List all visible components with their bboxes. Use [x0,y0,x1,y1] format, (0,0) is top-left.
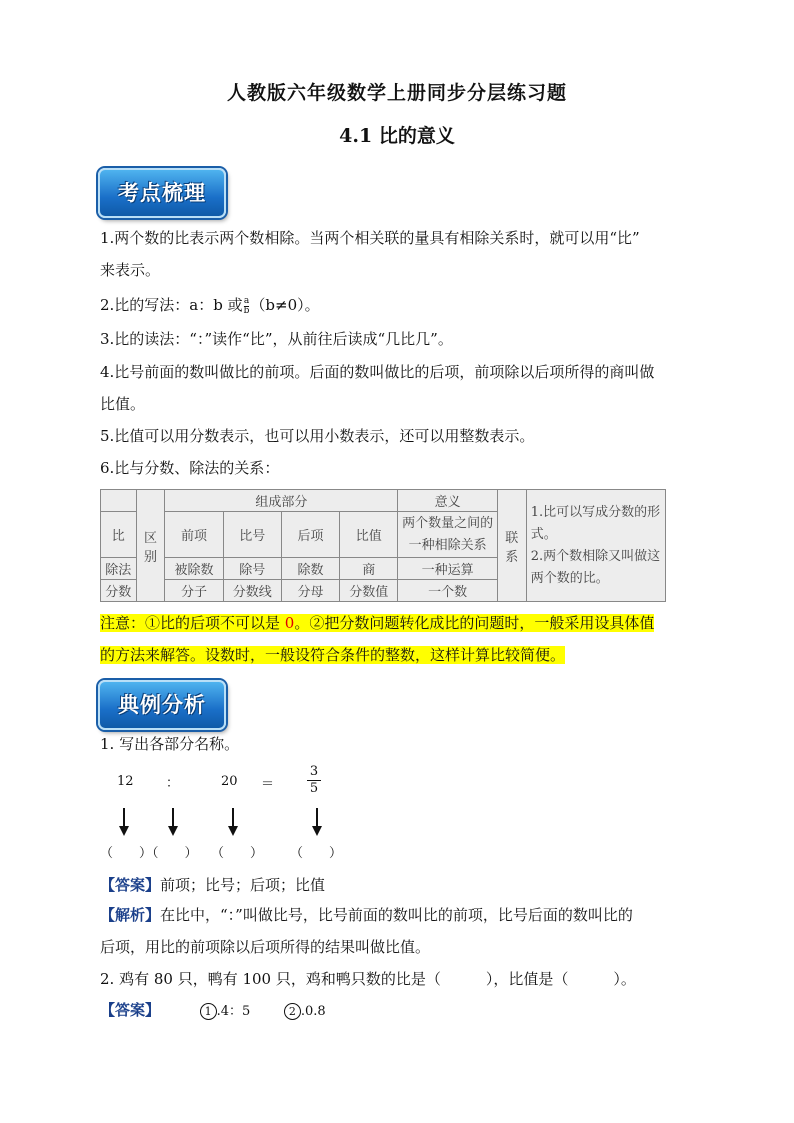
table-col-header: 比号 [223,512,281,558]
answer-blank-4[interactable]: （ ） [290,846,343,861]
table-row-label-division: 除法 [101,558,137,580]
relation-table-container [100,489,666,602]
table-cell: 分数值 [340,580,398,602]
table-cell: 分数线 [223,580,281,602]
point-6: 6.比与分数、除法的关系： [100,459,280,477]
answer-tag: 【答案】 [100,876,161,894]
arrow-head-1 [119,826,129,836]
point-2-text: 2.比的写法：a：b 或 [100,296,243,314]
expr-colon: ： [166,776,180,791]
arrow-head-2 [168,826,178,836]
arrow-shaft-1 [123,808,125,828]
point-3: 3.比的读法：“：”读作“比”，从前往后读成“几比几”。 [100,330,453,348]
point-5: 5.比值可以用分数表示，也可以用小数表示，还可以用整数表示。 [100,427,535,445]
note-line-1 [100,607,700,639]
answer-1 [100,869,700,901]
table-meaning-division: 一种运算 [398,558,498,580]
table-compose-header: 组成部分 [165,490,398,512]
note-line-2 [100,639,700,671]
expr-fraction-den: 5 [309,781,319,796]
point-2-suffix: （b≠0）。 [250,296,320,314]
point-1-line-1: 1.两个数的比表示两个数相除。当两个相关联的量具有相除关系时，就可以用“比” [100,229,640,247]
table-meaning-fraction: 一个数 [398,580,498,602]
arrow-head-3 [228,826,238,836]
link-char-2: 系 [505,549,519,565]
table-cell: 除数 [281,558,339,580]
table-row-label-fraction: 分数 [101,580,137,602]
table-cell: 被除数 [165,558,223,580]
answer-2-circle-2: 2 [284,1003,301,1020]
expr-fraction [307,764,321,797]
document-subtitle: 4.1 比的意义 [339,125,455,147]
fraction-denominator: b [243,305,250,316]
link-char-1: 联 [505,530,519,546]
answer-2-tag: 【答案】 [100,1001,161,1019]
point-4 [100,356,700,420]
expr-antecedent: 12 [117,774,134,789]
explanation-1-line-1 [100,899,700,931]
answer-2-value-2: .0.8 [300,1004,326,1019]
note-block [100,607,700,671]
point-1 [100,222,700,286]
answer-2-circle-1: 1 [200,1003,217,1020]
explanation-1 [100,899,700,963]
fraction-numerator: a [243,295,250,306]
table-note-2: 2.两个数相除又叫做这两个数的比。 [530,548,661,586]
expr-fraction-num: 3 [307,764,321,781]
point-4-line-2: 比值。 [100,395,146,413]
expr-consequent: 20 [221,774,238,789]
explanation-1-text: 在比中，“：”叫做比号，比号前面的数叫比的前项，比号后面的数叫比的 [160,906,633,924]
table-cell: 分母 [281,580,339,602]
note-line-1-rest: 。②把分数问题转化成比的问题时，一般采用设具体值 [294,614,655,632]
table-meaning-header: 意义 [398,490,498,512]
note-line-2-text: 的方法来解答。设数时，一般设符合条件的整数，这样计算比较简便。 [100,646,566,664]
section-badge-key-points: 考点梳理 [98,168,226,218]
explanation-1-line-2: 后项，用比的前项除以后项所得的结果叫做比值。 [100,938,431,956]
table-col-header: 后项 [281,512,339,558]
answer-1-text: 前项；比号；后项；比值 [160,876,326,894]
document-title: 人教版六年级数学上册同步分层练习题 [226,82,567,104]
note-zero: 0 [284,614,295,632]
fraction-a-over-b [244,297,250,316]
expr-equals: ＝ [261,777,275,792]
note-line-1-text: 注意：①比的后项不可以是 [100,614,285,632]
table-empty-cell [101,490,137,512]
point-4-line-1: 4.比号前面的数叫做比的前项。后面的数叫做比的后项，前项除以后项所得的商叫做 [100,363,655,381]
table-meaning-ratio: 两个数量之间的一种相除关系 [398,512,498,558]
table-cell: 商 [340,558,398,580]
arrow-head-4 [312,826,322,836]
answer-blank-3[interactable]: （ ） [211,846,264,861]
arrow-shaft-4 [316,808,318,828]
table-diff-label [136,490,165,602]
table-cell: 分子 [165,580,223,602]
table-link-notes [526,490,665,602]
arrow-shaft-2 [172,808,174,828]
table-note-1: 1.比可以写成分数的形式。 [530,504,661,542]
table-row-label-ratio: 比 [101,512,137,558]
table-col-header: 前项 [165,512,223,558]
answer-blank-group-1[interactable]: （ ）（ ） [100,846,198,861]
answer-2 [100,994,700,1028]
table-cell: 除号 [223,558,281,580]
table-link-label [497,490,526,602]
relation-table [100,489,666,602]
section-badge-examples: 典例分析 [98,680,226,730]
question-1: 1. 写出各部分名称。 [100,735,240,753]
explanation-tag: 【解析】 [100,906,161,924]
question-2: 2. 鸡有 80 只，鸭有 100 只，鸡和鸭只数的比是（ ），比值是（ ）。 [100,970,636,988]
diff-char-1: 区 [143,530,157,546]
answer-2-value-1: .4：5 [216,1004,251,1019]
diff-char-2: 别 [143,549,157,565]
point-2 [100,289,700,321]
table-col-header: 比值 [340,512,398,558]
point-1-line-2: 来表示。 [100,261,161,279]
arrow-shaft-3 [232,808,234,828]
